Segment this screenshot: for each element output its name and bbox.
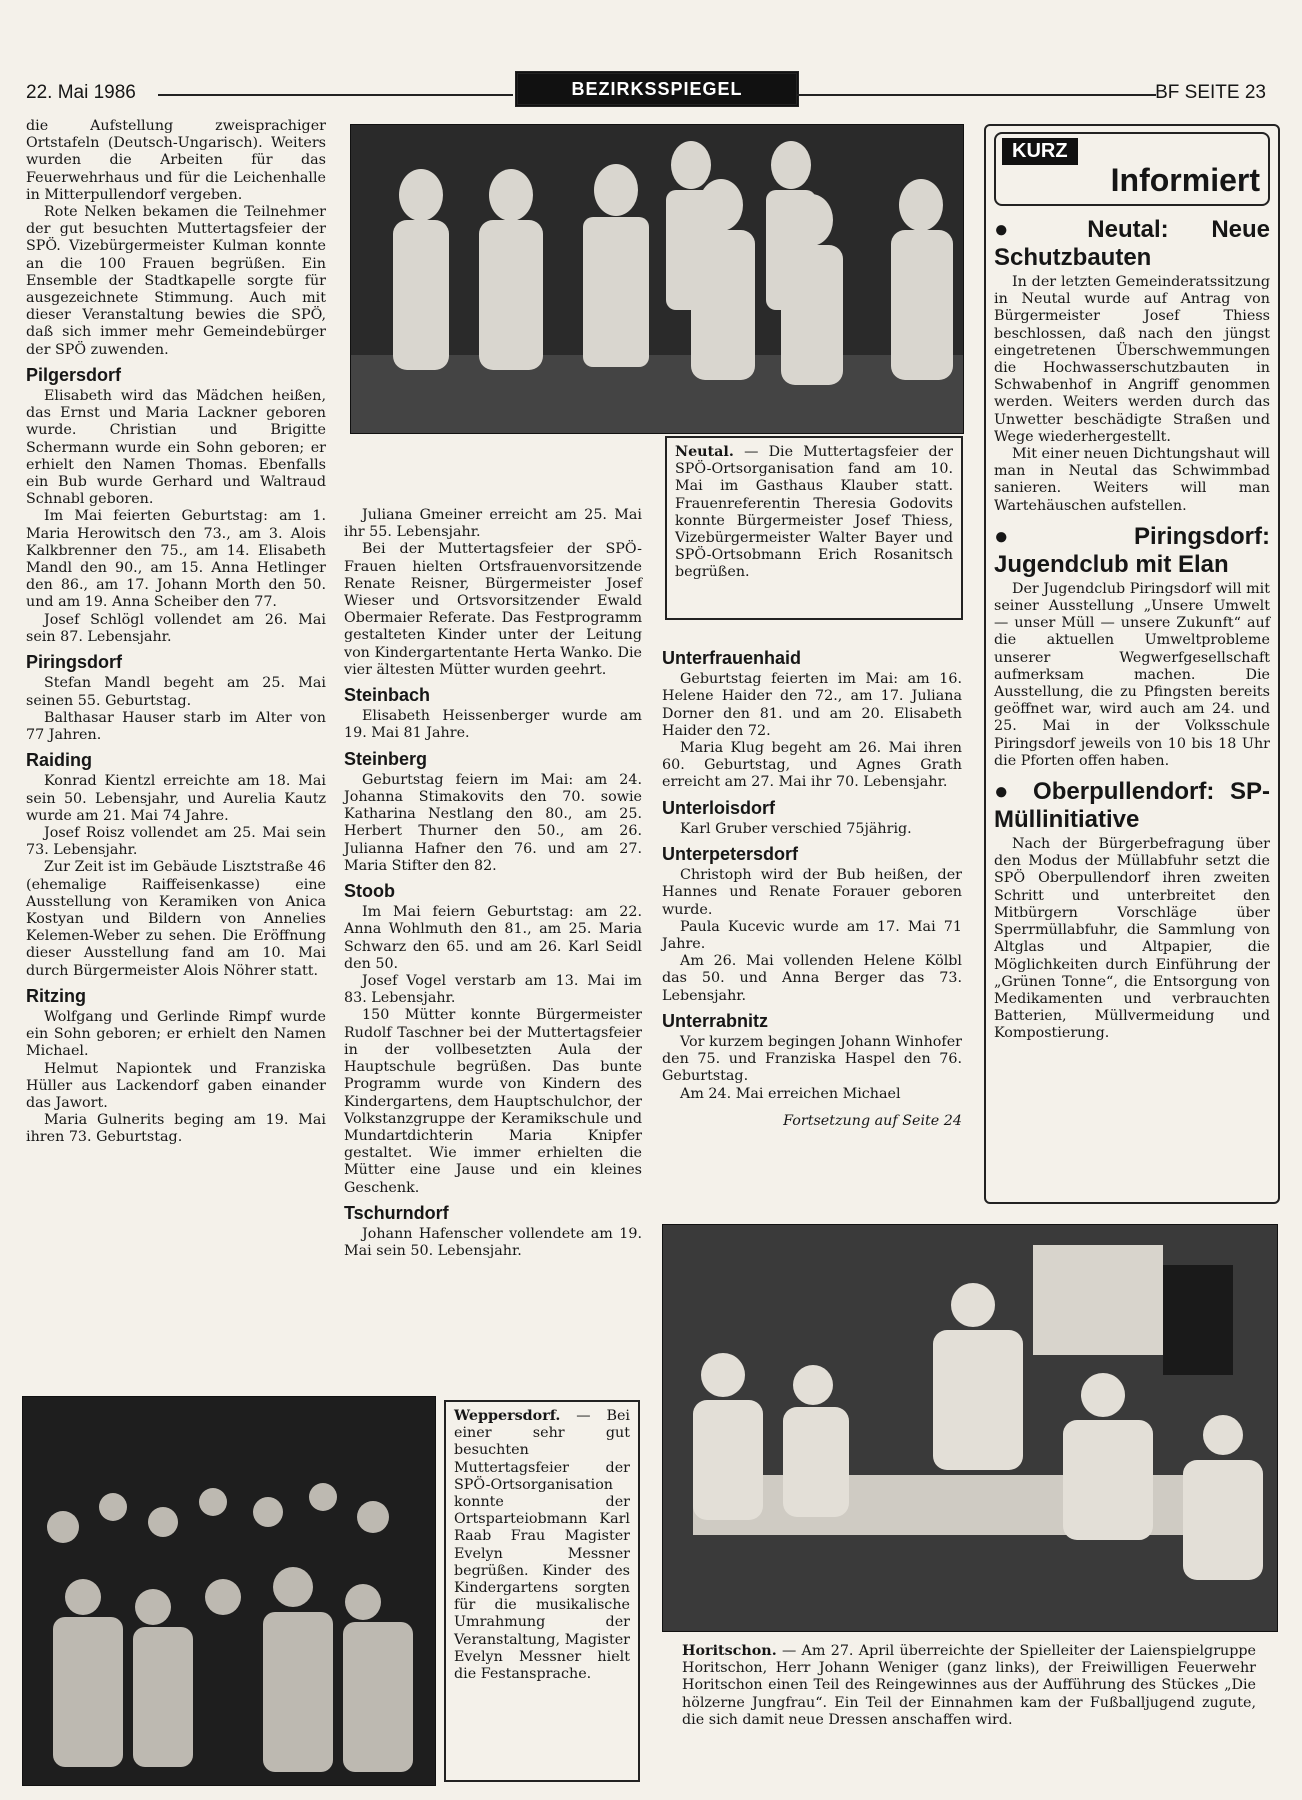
ritzing-p2: Helmut Napiontek und Franziska Hüller aus Lackendorf gaben einander das Jawort. <box>26 1060 326 1111</box>
raiding-p1: Konrad Kientzl erreichte am 18. Mai sein 50. Lebensjahr, und Aurelia Kautz wurde am 21. Mai 74 Jahre. <box>26 773 326 824</box>
heading-unterloisdorf: Unterloisdorf <box>662 797 776 818</box>
unterfrauenhaid-p1: Geburtstag feierten im Mai: am 16. Helene Haider den 72., am 17. Juliana Dorner den 81. und am 20. Elisabeth Haider den 72. <box>662 671 962 739</box>
piringsdorf-p1: Stefan Mandl begeht am 25. Mai seinen 55. Geburtstag. <box>26 675 326 709</box>
col1-intro-2: Rote Nelken bekamen die Teilnehmer der gut besuchten Muttertagsfeier der SPÖ. Vizebürgermeister Kulman konnte an die 100 Frauen begrüßen. Ein Ensemble der Stadtkapelle sorgte für ausgezeichnete Stimmung. Auch mit dieser Veranstaltung bewies die SPÖ, daß sich immer mehr Gemeindebürger der SPÖ zuwenden. <box>26 204 326 358</box>
heading-stoob: Stoob <box>344 881 395 902</box>
ritzing-p3: Maria Gulnerits beging am 19. Mai ihren 73. Geburtstag. <box>26 1112 326 1146</box>
col1-intro-1: die Aufstellung zweisprachiger Ortstafeln (Deutsch-Ungarisch). Weiters wurden die Arbeiten für das Feuerwehrhaus und für die Leichenhalle in Mitterpullendorf vergeben. <box>26 118 326 203</box>
heading-piringsdorf: Piringsdorf <box>26 652 123 673</box>
neutal-caption <box>665 436 963 620</box>
horitschon-caption-lead: Horitschon. <box>682 1643 777 1659</box>
kurz-item-3-text: Nach der Bürgerbefragung über den Modus der Müllabfuhr setzt die SPÖ Oberpullendorf ihren zweiten Schritt und unterbreitet den Mitbürgern Vorschläge über Sperrmüllabfuhr, die Sammlung von Altglas und Altpapier, die Möglichkeiten durch Einführung der „Grünen Tonne“, die Entsorgung von Medikamenten und verbrauchten Batterien, Müllvermeidung und Kompostierung. <box>994 836 1270 1042</box>
column-3 <box>662 642 962 1130</box>
unterrabnitz-p2: Am 24. Mai erreichen Michael <box>680 1085 901 1102</box>
kurz-header <box>994 132 1270 206</box>
kurz-label: KURZ <box>1002 138 1078 165</box>
kurz-item-1-text2: Mit einer neuen Dichtungshaut will man in Neutal das Schwimmbad sanieren. Weiters will man Wartehäuschen aufstellen. <box>994 446 1270 514</box>
weppersdorf-photo-image <box>23 1397 435 1785</box>
continuation-note: Fortsetzung auf Seite 24 <box>783 1112 962 1129</box>
column-1 <box>26 118 326 1147</box>
section-title: BEZIRKSSPIEGEL <box>515 71 799 107</box>
steinberg-p1: Geburtstag feiern im Mai: am 24. Johanna Stimakovits den 70. sowie Katharina Nestlang den 80., am 25. Herbert Thurner den 50., am 26. Julianna Hafner den 76. und am 27. Maria Stifter den 82. <box>344 771 642 874</box>
kurz-item-1-text: In der letzten Gemeinderatssitzung in Neutal wurde auf Antrag von Bürgermeister Josef Thiess beschlossen, daß nach den jüngst eingetretenen Überschwemmungen die Hochwasserschutzbauten in Schwabenhof in Angriff genommen werden. Weiters werden durch das Unwetter beschädigte Straßen und Wege wiederhergestellt. <box>994 274 1270 445</box>
unterpetersdorf-p2: Paula Kucevic wurde am 17. Mai 71 Jahre. <box>662 918 962 953</box>
raiding-p2: Josef Roisz vollendet am 25. Mai sein 73. Lebensjahr. <box>26 824 326 859</box>
pilgersdorf-p1: Elisabeth wird das Mädchen heißen, das Ernst und Maria Lackner geboren wurde. Christian und Brigitte Schermann wurde ein Sohn geboren; er erhielt den Namen Thomas. Ebenfalls ein Bub wurde Gerhard und Waltraud Schnabl geboren. <box>26 388 326 508</box>
heading-pilgersdorf: Pilgersdorf <box>26 364 122 385</box>
header-rule-left <box>158 94 513 96</box>
piringsdorf-p2: Balthasar Hauser starb im Alter von 77 Jahren. <box>26 709 326 743</box>
neutal-caption-text: — Die Muttertagsfeier der SPÖ-Ortsorganisation fand am 10. Mai im Gasthaus Klauber statt. Frauenreferentin Theresia Godovits konnte Bürgermeister Josef Thiess, Vizebürgermeister Walter Bayer und SPÖ-Ortsobmann Erich Rosanitsch begrüßen. <box>675 444 953 581</box>
weppersdorf-caption-text: — Bei einer sehr gut besuchten Muttertagsfeier der SPÖ-Ortsorganisation konnte der Ortsparteiobmann Karl Raab Frau Magister Evelyn Messner begrüßen. Kinder des Kindergartens sorgten für die musikalische Umrahmung der Veranstaltung, Magister Evelyn Messner hielt die Festansprache. <box>454 1408 630 1683</box>
heading-steinbach: Steinbach <box>344 685 431 706</box>
ritzing-p1: Wolfgang und Gerlinde Rimpf wurde ein Sohn geboren; er erhielt den Namen Michael. <box>26 1008 326 1060</box>
heading-steinberg: Steinberg <box>344 748 428 769</box>
kurz-title: Informiert <box>1110 162 1260 198</box>
stoob-p2: Josef Vogel verstarb am 13. Mai im 83. Lebensjahr. <box>344 973 642 1007</box>
heading-unterrabnitz: Unterrabnitz <box>662 1010 769 1031</box>
kurz-item-1-head: ● Neutal: Neue Schutzbauten <box>994 216 1270 271</box>
tschurndorf-p1: Johann Hafenscher vollendete am 19. Mai sein 50. Lebensjahr. <box>344 1225 642 1260</box>
kurz-informiert-box <box>984 124 1280 1204</box>
horitschon-photo <box>662 1224 1278 1632</box>
horitschon-caption-text: — Am 27. April überreichte der Spielleiter der Laienspielgruppe Horitschon, Herr Johann Weniger (ganz links), der Freiwilligen Feuerwehr Horitschon einen Teil des Reingewinnes aus der Aufführung des Stückes „Die hölzerne Jungfrau“. Ein Teil der Einnahmen kam der Fußballjugend zugute, die sich damit neue Dressen anschaffen wird. <box>682 1643 1256 1728</box>
heading-unterpetersdorf: Unterpetersdorf <box>662 844 799 865</box>
page-number: BF SEITE 23 <box>1155 82 1266 103</box>
horitschon-photo-image <box>663 1225 1277 1631</box>
col2-intro-1: Juliana Gmeiner erreicht am 25. Mai ihr 55. Lebensjahr. <box>344 507 642 541</box>
heading-unterfrauenhaid: Unterfrauenhaid <box>662 648 802 668</box>
column-2 <box>344 507 642 1260</box>
stoob-p3: 150 Mütter konnte Bürgermeister Rudolf Taschner bei der Muttertagsfeier in der vollbesetzten Aula der Hauptschule begrüßen. Das bunte Programm wurde von Kindern des Kindergartens, dem Hauptschulchor, der Volkstanzgruppe der Keramikschule und Mundartdichterin Maria Knipfer gestaltet. Wie immer erhielten die Mütter eine Jause und ein kleines Geschenk. <box>344 1007 642 1196</box>
raiding-p3: Zur Zeit ist im Gebäude Lisztstraße 46 (ehemalige Raiffeisenkasse) eine Ausstellung von Keramiken von Anica Kostyan und Bildern von Annelies Kelemen-Weber zu sehen. Die Eröffnung dieser Ausstellung fand am 10. Mai durch Bürgermeister Alois Nöhrer statt. <box>26 859 326 979</box>
unterfrauenhaid-p2: Maria Klug begeht am 26. Mai ihren 60. Geburtstag, und Agnes Grath erreicht am 27. Mai ihr 70. Lebensjahr. <box>662 740 962 791</box>
weppersdorf-caption-lead: Weppersdorf. <box>454 1408 561 1424</box>
kurz-item-3-head: ● Oberpullendorf: SP-Müllinitiative <box>994 778 1270 834</box>
heading-tschurndorf: Tschurndorf <box>344 1202 449 1223</box>
kurz-item-2-text: Der Jugendclub Piringsdorf will mit seiner Ausstellung „Unsere Umwelt — unser Müll — unsere Zukunft“ auf die aktuellen Umweltprobleme unserer Wegwerfgesellschaft aufmerksam machen. Die Ausstellung, die zu Pfingsten bereits geöffnet war, wird auch am 24. und 25. Mai in der Volksschule Piringsdorf jeweils von 10 bis 18 Uhr die Pforten offen haben. <box>994 580 1270 769</box>
neutal-photo <box>350 124 964 434</box>
unterloisdorf-p1: Karl Gruber verschied 75jährig. <box>680 820 912 837</box>
pilgersdorf-p2: Im Mai feierten Geburtstag: am 1. Maria Herowitsch den 73., am 3. Alois Kalkbrenner den 75., am 14. Elisabeth Mandl den 90., am 15. Anna Hetlinger den 86., am 17. Johann Morth den 50. und am 19. Anna Scheiber den 77. <box>26 508 326 611</box>
header-rule-right <box>796 94 1156 96</box>
heading-raiding: Raiding <box>26 750 92 771</box>
steinbach-p1: Elisabeth Heissenberger wurde am 19. Mai 81 Jahre. <box>344 708 642 742</box>
horitschon-caption <box>662 1633 1276 1785</box>
pilgersdorf-p3: Josef Schlögl vollendet am 26. Mai sein 87. Lebensjahr. <box>26 611 326 645</box>
kurz-item-2-head: ● Piringsdorf: Jugendclub mit Elan <box>994 522 1270 578</box>
heading-ritzing: Ritzing <box>26 985 86 1006</box>
unterpetersdorf-p3: Am 26. Mai vollenden Helene Kölbl das 50. und Anna Berger das 73. Lebensjahr. <box>662 953 962 1004</box>
neutal-caption-lead: Neutal. <box>675 444 734 460</box>
weppersdorf-caption <box>444 1400 640 1782</box>
col2-intro-2: Bei der Muttertagsfeier der SPÖ-Frauen hielten Ortsfrauenvorsitzende Renate Reisner, Bürgermeister Josef Wieser und Ortsvorsitzender Ewald Obermaier Referate. Das Festprogramm gestalteten Kinder unter der Leitung von Kindergartentante Herta Wanko. Die vier ältesten Mütter wurden geehrt. <box>344 541 642 678</box>
stoob-p1: Im Mai feiern Geburtstag: am 22. Anna Wohlmuth den 81., am 25. Maria Schwarz den 65. und am 26. Karl Seidl den 50. <box>344 904 642 972</box>
neutal-photo-image <box>351 125 963 433</box>
unterrabnitz-p1: Vor kurzem begingen Johann Winhofer den 75. und Franziska Haspel den 76. Geburtstag. <box>662 1034 962 1085</box>
issue-date: 22. Mai 1986 <box>26 82 136 103</box>
unterpetersdorf-p1: Christoph wird der Bub heißen, der Hannes und Renate Forauer geboren wurde. <box>662 867 962 918</box>
weppersdorf-photo <box>22 1396 436 1786</box>
